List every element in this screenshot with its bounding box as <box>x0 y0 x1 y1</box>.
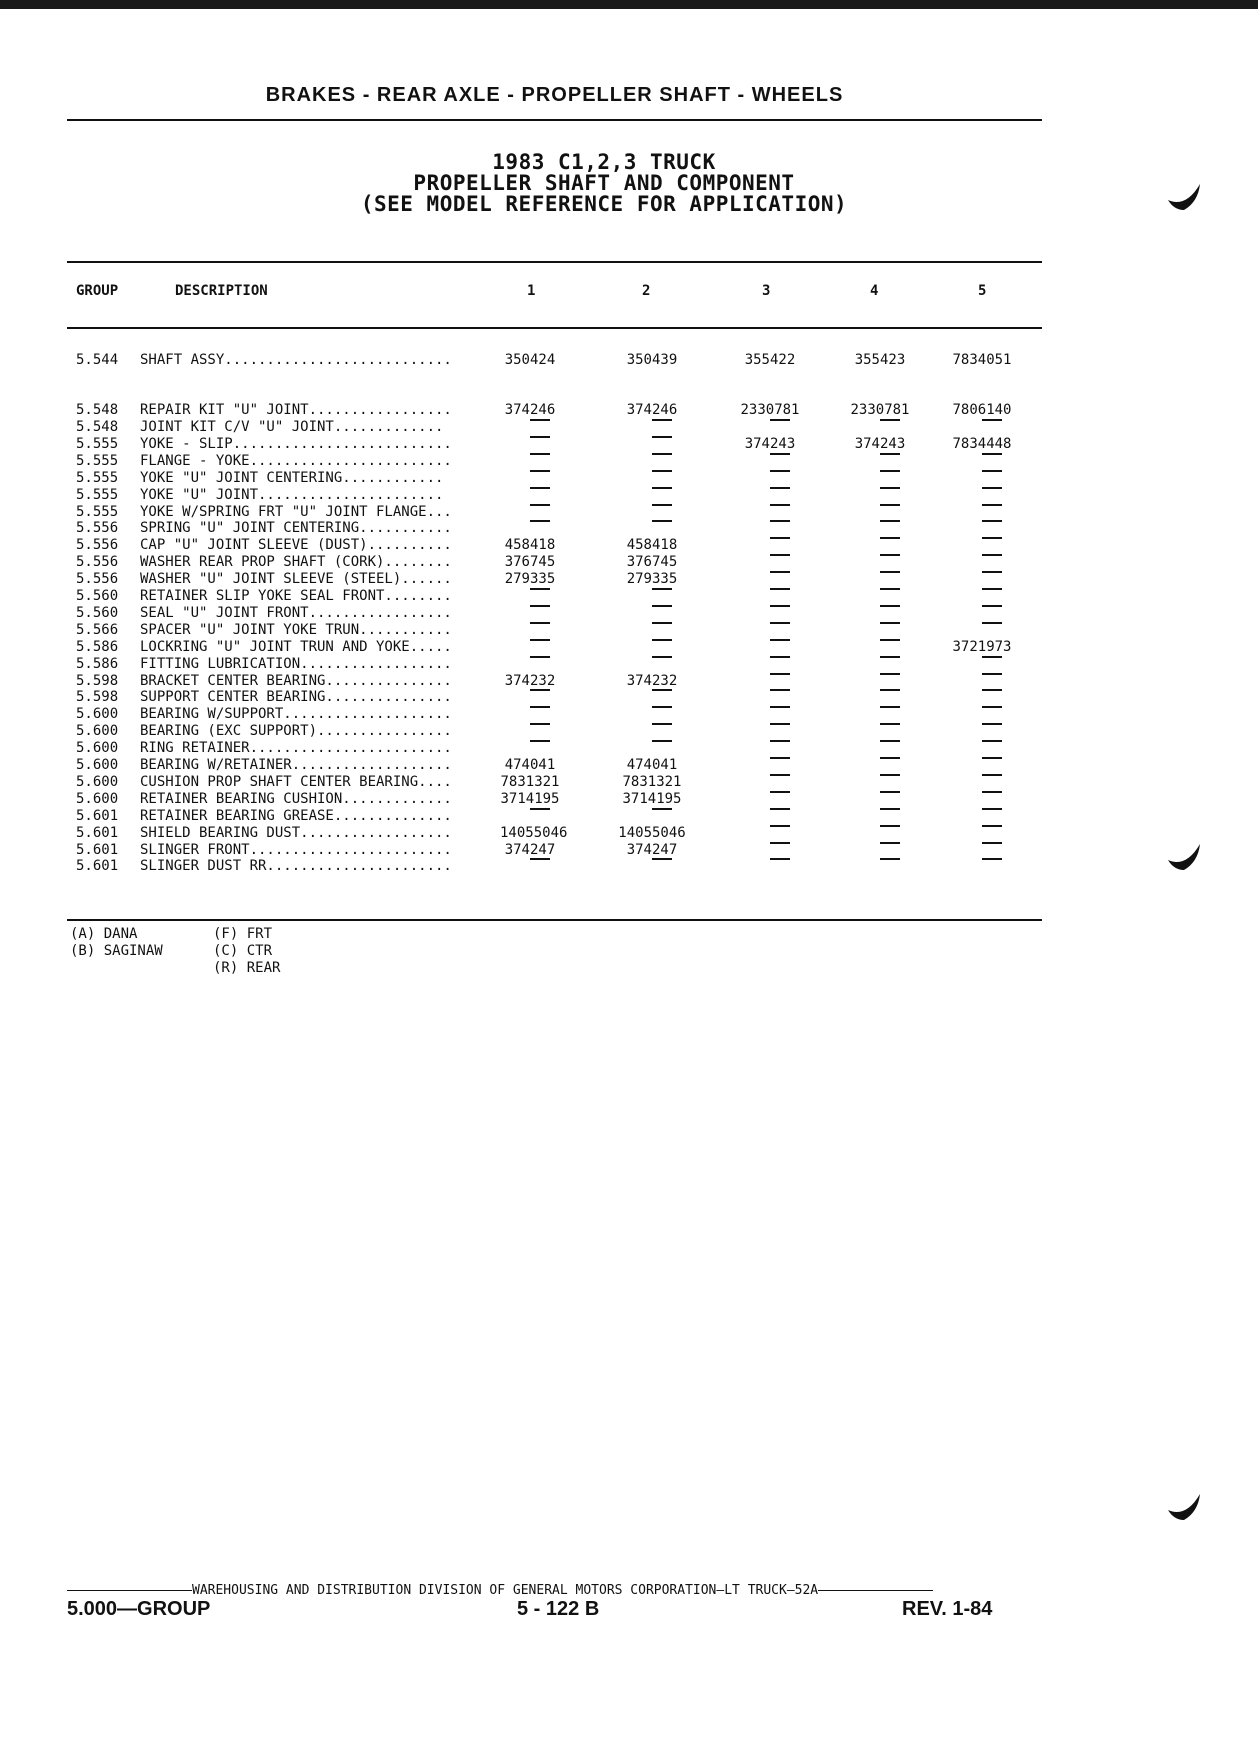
dash-mark <box>652 487 672 489</box>
dash-mark <box>530 639 550 641</box>
part-number: 355423 <box>854 352 906 368</box>
legend-item: (A) DANA <box>70 926 138 942</box>
dash-mark <box>530 808 550 810</box>
part-number: 279335 <box>626 571 678 588</box>
dash-mark <box>982 622 1002 624</box>
dash-mark <box>770 656 790 658</box>
part-description: RETAINER SLIP YOKE SEAL FRONT........ <box>140 588 452 604</box>
dash-mark <box>880 571 900 573</box>
legend-item: (F) FRT <box>213 926 273 942</box>
part-number: 7831321 <box>622 773 682 790</box>
group-number: 5.598 <box>76 689 119 706</box>
dash-mark <box>770 689 790 691</box>
part-description: WASHER "U" JOINT SLEEVE (STEEL)...... <box>140 571 452 588</box>
table-row <box>0 487 1258 504</box>
dash-mark <box>530 520 550 522</box>
footer-group: 5.000—GROUP <box>67 1598 211 1620</box>
group-number: 5.600 <box>76 773 119 790</box>
dash-mark <box>530 706 550 708</box>
part-description: CUSHION PROP SHAFT CENTER BEARING.... <box>140 773 452 790</box>
group-number: 5.566 <box>76 621 119 638</box>
dash-mark <box>880 774 900 776</box>
punch-hole-icon <box>1166 1490 1204 1522</box>
dash-mark <box>530 740 550 742</box>
group-number: 5.555 <box>76 486 119 503</box>
part-number: 376745 <box>626 554 678 571</box>
dash-mark <box>880 504 900 506</box>
group-number: 5.548 <box>76 402 119 418</box>
group-number: 5.555 <box>76 503 119 520</box>
table-row <box>0 689 1258 706</box>
part-number: 374243 <box>744 435 796 452</box>
table-row <box>0 639 1258 656</box>
table-row <box>0 825 1258 842</box>
dash-mark <box>880 470 900 472</box>
dash-mark <box>770 470 790 472</box>
part-description: FITTING LUBRICATION.................. <box>140 655 452 672</box>
dash-mark <box>770 842 790 844</box>
dash-mark <box>982 774 1002 776</box>
table-row <box>0 571 1258 588</box>
dash-mark <box>770 740 790 742</box>
table-row <box>0 402 1258 419</box>
group-number: 5.556 <box>76 537 119 554</box>
table-row <box>0 842 1258 859</box>
title-line-1: 1983 C1,2,3 TRUCK <box>492 150 716 174</box>
group-number: 5.601 <box>76 858 119 875</box>
part-number: 374243 <box>854 435 906 452</box>
footer-page-number: 5 - 122 B <box>517 1598 600 1620</box>
part-description: SHIELD BEARING DUST.................. <box>140 824 452 841</box>
dash-mark <box>982 487 1002 489</box>
part-number: 474041 <box>504 757 556 773</box>
dash-mark <box>770 537 790 539</box>
table-row <box>0 706 1258 723</box>
part-number: 14055046 <box>618 824 686 841</box>
table-row <box>0 352 1258 369</box>
legend-item: (C) CTR <box>213 943 273 959</box>
table-row <box>0 588 1258 605</box>
dash-mark <box>652 520 672 522</box>
part-description: SEAL "U" JOINT FRONT................. <box>140 604 452 621</box>
table-row <box>0 520 1258 537</box>
table-row <box>0 622 1258 639</box>
table-row <box>0 774 1258 791</box>
dash-mark <box>530 504 550 506</box>
dash-mark <box>982 656 1002 658</box>
dash-mark <box>880 842 900 844</box>
dash-mark <box>982 740 1002 742</box>
part-number: 2330781 <box>850 402 910 418</box>
dash-mark <box>982 571 1002 573</box>
part-number: 374232 <box>626 672 678 689</box>
dash-mark <box>530 656 550 658</box>
dash-mark <box>530 436 550 438</box>
part-number: 7834448 <box>952 435 1012 452</box>
dash-mark <box>982 520 1002 522</box>
group-number: 5.555 <box>76 452 119 469</box>
dash-mark <box>530 419 550 421</box>
part-description: YOKE - SLIP.......................... <box>140 435 452 452</box>
dash-mark <box>770 791 790 793</box>
legend-item: (B) SAGINAW <box>70 943 163 959</box>
table-row <box>0 723 1258 740</box>
table-row <box>0 858 1258 875</box>
dash-mark <box>982 808 1002 810</box>
table-row <box>0 757 1258 774</box>
dash-mark <box>770 504 790 506</box>
table-row <box>0 470 1258 487</box>
dash-mark <box>982 605 1002 607</box>
dash-mark <box>652 639 672 641</box>
part-description: SPACER "U" JOINT YOKE TRUN........... <box>140 621 452 638</box>
dash-mark <box>770 706 790 708</box>
footer-text: WAREHOUSING AND DISTRIBUTION DIVISION OF GENERAL MOTORS CORPORATION—LT TRUCK—52A <box>192 1583 819 1598</box>
part-number: 474041 <box>626 757 678 773</box>
dash-mark <box>770 673 790 675</box>
title-line-2: PROPELLER SHAFT AND COMPONENT <box>413 171 795 195</box>
dash-mark <box>880 740 900 742</box>
dash-mark <box>880 791 900 793</box>
part-description: CAP "U" JOINT SLEEVE (DUST).......... <box>140 537 452 554</box>
dash-mark <box>880 622 900 624</box>
part-number: 374232 <box>504 672 556 689</box>
group-number: 5.544 <box>76 352 119 368</box>
dash-mark <box>770 757 790 759</box>
part-description: BRACKET CENTER BEARING............... <box>140 672 452 689</box>
dash-mark <box>652 740 672 742</box>
table-row <box>0 673 1258 690</box>
part-description: SLINGER DUST RR...................... <box>140 858 452 875</box>
part-description: BEARING W/SUPPORT.................... <box>140 706 452 723</box>
dash-mark <box>530 689 550 691</box>
dash-mark <box>982 858 1002 860</box>
part-description: RETAINER BEARING CUSHION............. <box>140 790 452 807</box>
part-number: 7834051 <box>952 352 1012 368</box>
group-number: 5.556 <box>76 520 119 537</box>
title-line-3: (SEE MODEL REFERENCE FOR APPLICATION) <box>360 192 848 216</box>
part-number: 376745 <box>504 554 556 571</box>
dash-mark <box>880 520 900 522</box>
dash-mark <box>770 453 790 455</box>
dash-mark <box>880 673 900 675</box>
group-number: 5.600 <box>76 790 119 807</box>
part-number: 374247 <box>626 841 678 858</box>
dash-mark <box>530 605 550 607</box>
dash-mark <box>982 554 1002 556</box>
part-description: SPRING "U" JOINT CENTERING........... <box>140 520 452 537</box>
part-description: JOINT KIT C/V "U" JOINT............. <box>140 419 444 435</box>
dash-mark <box>880 858 900 860</box>
header-col-3: 3 <box>762 283 771 299</box>
dash-mark <box>982 757 1002 759</box>
part-description: SUPPORT CENTER BEARING............... <box>140 689 452 706</box>
dash-mark <box>770 571 790 573</box>
group-number: 5.600 <box>76 757 119 773</box>
part-description: RETAINER BEARING GREASE.............. <box>140 807 452 824</box>
part-number: 350424 <box>504 352 556 368</box>
dash-mark <box>652 622 672 624</box>
dash-mark <box>880 537 900 539</box>
dash-mark <box>982 504 1002 506</box>
table-bottom-rule <box>67 919 1042 921</box>
legend-item: (R) REAR <box>213 960 281 976</box>
group-number: 5.555 <box>76 435 119 452</box>
dash-mark <box>652 453 672 455</box>
group-number: 5.598 <box>76 672 119 689</box>
part-description: BEARING W/RETAINER................... <box>140 757 452 773</box>
header-group: GROUP <box>76 283 119 299</box>
dash-mark <box>880 453 900 455</box>
table-row <box>0 605 1258 622</box>
table-row <box>0 436 1258 453</box>
group-number: 5.560 <box>76 588 119 604</box>
header-rule <box>67 119 1042 121</box>
table-row <box>0 537 1258 554</box>
part-description: YOKE "U" JOINT CENTERING............ <box>140 469 444 486</box>
dash-mark <box>652 808 672 810</box>
group-number: 5.600 <box>76 740 119 757</box>
part-description: FLANGE - YOKE........................ <box>140 452 452 469</box>
dash-mark <box>530 470 550 472</box>
dash-mark <box>982 791 1002 793</box>
dash-mark <box>530 723 550 725</box>
dash-mark <box>652 723 672 725</box>
dash-mark <box>652 605 672 607</box>
punch-hole-icon <box>1166 840 1204 872</box>
header-col-2: 2 <box>642 283 651 299</box>
dash-mark <box>982 842 1002 844</box>
dash-mark <box>652 656 672 658</box>
part-description: RING RETAINER........................ <box>140 740 452 757</box>
punch-hole-icon <box>1166 180 1204 212</box>
table-row <box>0 740 1258 757</box>
table-row <box>0 504 1258 521</box>
dash-mark <box>530 453 550 455</box>
part-number: 374246 <box>626 402 678 418</box>
dash-mark <box>982 825 1002 827</box>
part-number: 3714195 <box>622 790 682 807</box>
dash-mark <box>652 689 672 691</box>
dash-mark <box>880 706 900 708</box>
part-number: 374247 <box>504 841 556 858</box>
dash-mark <box>770 520 790 522</box>
table-row <box>0 808 1258 825</box>
dash-mark <box>770 554 790 556</box>
dash-mark <box>880 588 900 590</box>
part-description: YOKE "U" JOINT...................... <box>140 486 444 503</box>
group-number: 5.586 <box>76 638 119 655</box>
part-number: 14055046 <box>500 824 568 841</box>
part-number: 355422 <box>744 352 796 368</box>
part-number: 3721973 <box>952 638 1012 655</box>
part-number: 7806140 <box>952 402 1012 418</box>
dash-mark <box>880 639 900 641</box>
header-description: DESCRIPTION <box>175 283 268 299</box>
dash-mark <box>982 537 1002 539</box>
dash-mark <box>880 487 900 489</box>
dash-mark <box>880 419 900 421</box>
dash-mark <box>530 487 550 489</box>
dash-mark <box>652 470 672 472</box>
table-row <box>0 554 1258 571</box>
dash-mark <box>530 588 550 590</box>
dash-mark <box>770 858 790 860</box>
dash-mark <box>530 622 550 624</box>
dash-mark <box>770 588 790 590</box>
part-description: BEARING (EXC SUPPORT)................ <box>140 723 452 740</box>
table-row <box>0 656 1258 673</box>
group-number: 5.555 <box>76 469 119 486</box>
dash-mark <box>652 706 672 708</box>
dash-mark <box>770 487 790 489</box>
dash-mark <box>652 504 672 506</box>
group-number: 5.601 <box>76 824 119 841</box>
dash-mark <box>982 723 1002 725</box>
part-description: WASHER REAR PROP SHAFT (CORK)........ <box>140 554 452 571</box>
part-number: 7831321 <box>500 773 560 790</box>
dash-mark <box>982 419 1002 421</box>
dash-mark <box>530 858 550 860</box>
dash-mark <box>770 774 790 776</box>
part-number: 350439 <box>626 352 678 368</box>
dash-mark <box>982 470 1002 472</box>
table-row <box>0 419 1258 436</box>
table-row <box>0 791 1258 808</box>
group-number: 5.556 <box>76 554 119 571</box>
dash-mark <box>770 639 790 641</box>
table-top-rule <box>67 261 1042 263</box>
dash-mark <box>770 808 790 810</box>
header-col-5: 5 <box>978 283 987 299</box>
dash-mark <box>652 436 672 438</box>
dash-mark <box>770 419 790 421</box>
dash-mark <box>880 808 900 810</box>
dash-mark <box>770 825 790 827</box>
dash-mark <box>982 453 1002 455</box>
dash-mark <box>880 757 900 759</box>
table-row <box>0 453 1258 470</box>
group-number: 5.601 <box>76 807 119 824</box>
dash-mark <box>880 554 900 556</box>
part-number: 458418 <box>504 537 556 554</box>
group-number: 5.556 <box>76 571 119 588</box>
dash-mark <box>652 588 672 590</box>
part-number: 458418 <box>626 537 678 554</box>
group-number: 5.601 <box>76 841 119 858</box>
dash-mark <box>880 723 900 725</box>
dash-mark <box>982 588 1002 590</box>
group-number: 5.600 <box>76 706 119 723</box>
dash-mark <box>880 825 900 827</box>
dash-mark <box>982 706 1002 708</box>
footer-revision: REV. 1-84 <box>902 1598 993 1620</box>
dash-mark <box>652 419 672 421</box>
dash-mark <box>880 689 900 691</box>
dash-mark <box>770 622 790 624</box>
part-description: SHAFT ASSY........................... <box>140 352 452 368</box>
group-number: 5.600 <box>76 723 119 740</box>
dash-mark <box>770 723 790 725</box>
footer-line <box>67 1583 1035 1598</box>
part-description: YOKE W/SPRING FRT "U" JOINT FLANGE... <box>140 503 452 520</box>
header-col-4: 4 <box>870 283 879 299</box>
scan-top-edge <box>0 0 1258 9</box>
part-description: REPAIR KIT "U" JOINT................. <box>140 402 452 418</box>
part-number: 3714195 <box>500 790 560 807</box>
header-col-1: 1 <box>527 283 536 299</box>
part-number: 374246 <box>504 402 556 418</box>
dash-mark <box>770 605 790 607</box>
group-number: 5.548 <box>76 419 119 435</box>
group-number: 5.586 <box>76 655 119 672</box>
part-description: LOCKRING "U" JOINT TRUN AND YOKE..... <box>140 638 452 655</box>
dash-mark <box>982 673 1002 675</box>
dash-mark <box>652 858 672 860</box>
table-header-rule <box>67 327 1042 329</box>
dash-mark <box>880 605 900 607</box>
part-number: 279335 <box>504 571 556 588</box>
section-header: BRAKES - REAR AXLE - PROPELLER SHAFT - WHEELS <box>265 84 844 106</box>
dash-mark <box>982 689 1002 691</box>
dash-mark <box>880 656 900 658</box>
group-number: 5.560 <box>76 604 119 621</box>
part-description: SLINGER FRONT........................ <box>140 841 452 858</box>
part-number: 2330781 <box>740 402 800 418</box>
